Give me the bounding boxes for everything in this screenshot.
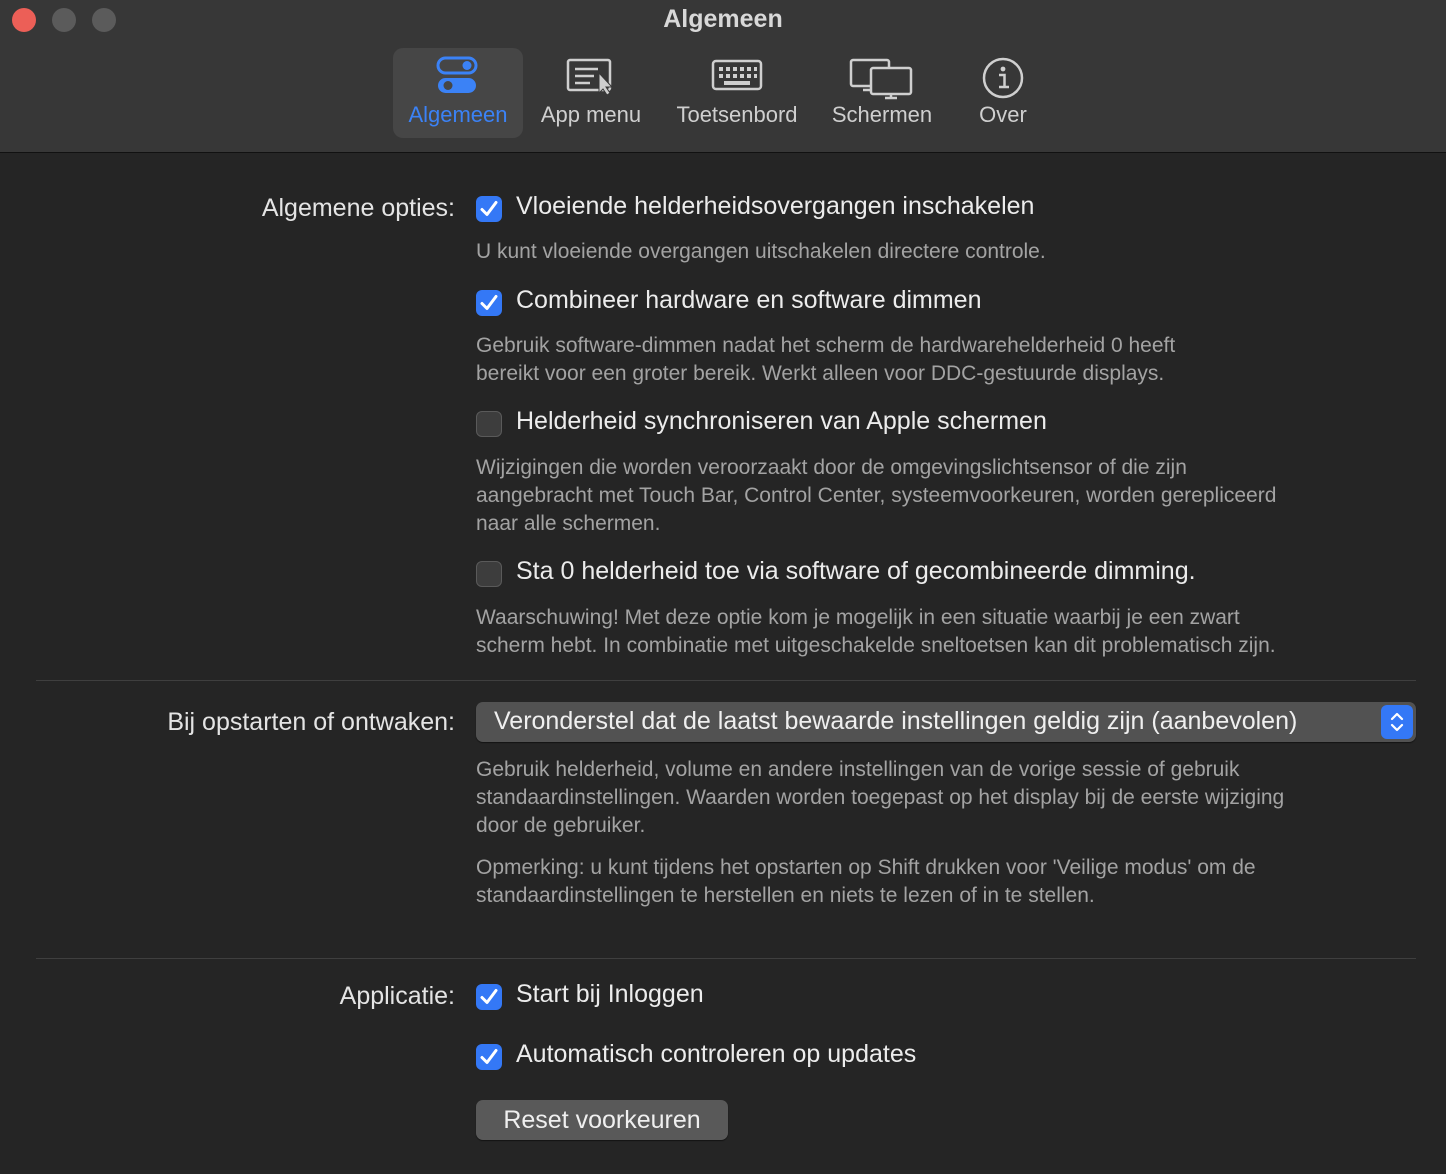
- checkbox-label: Automatisch controleren op updates: [516, 1040, 917, 1068]
- reset-preferences-button[interactable]: Reset voorkeuren: [476, 1100, 728, 1140]
- checkbox-unchecked[interactable]: [476, 561, 502, 587]
- tab-label: App menu: [540, 102, 642, 127]
- startup-label: Bij opstarten of ontwaken:: [167, 708, 455, 736]
- window-title: Algemeen: [663, 5, 783, 33]
- combine-dimming-description: Gebruik software-dimmen nadat het scherm de hardwarehelderheid 0 heeft bereikt voor een groter bereik. Werkt alleen voor DDC-gestuurde displays.: [476, 334, 1176, 385]
- preferences-tabs: [0, 48, 1446, 140]
- application-label: Applicatie:: [339, 982, 455, 1010]
- tab-algemeen[interactable]: [393, 48, 523, 138]
- tab-label: Over: [979, 102, 1027, 127]
- checkbox-label: Helderheid synchroniseren van Apple schermen: [516, 407, 1047, 435]
- tab-schermen[interactable]: [822, 48, 942, 138]
- displays-icon: [849, 56, 915, 106]
- checkbox-label: Combineer hardware en software dimmen: [516, 286, 982, 314]
- section-divider: [36, 958, 1416, 959]
- tab-toetsenbord[interactable]: [666, 48, 808, 138]
- select-value: Veronderstel dat de laatst bewaarde instellingen geldig zijn (aanbevolen): [494, 707, 1298, 735]
- checkbox-label: Sta 0 helderheid toe via software of gecombineerde dimming.: [516, 557, 1196, 585]
- checkbox-checked[interactable]: [476, 290, 502, 316]
- startup-note: Opmerking: u kunt tijdens het opstarten op Shift drukken voor 'Veilige modus' om de standaardinstellingen te herstellen en niets te lezen of in te stellen.: [476, 856, 1256, 907]
- tab-label: Toetsenbord: [676, 102, 798, 127]
- general-options-label: Algemene opties:: [261, 194, 455, 222]
- tab-app-menu[interactable]: [531, 48, 651, 138]
- checkbox-checked[interactable]: [476, 196, 502, 222]
- toolbar: [0, 0, 1446, 153]
- smooth-transitions-description: U kunt vloeiende overgangen uitschakelen directere controle.: [476, 240, 1046, 263]
- info-icon: [981, 56, 1025, 106]
- toggles-icon: [436, 56, 480, 102]
- tab-label: Schermen: [831, 102, 933, 127]
- checkbox-unchecked[interactable]: [476, 411, 502, 437]
- checkbox-label: Vloeiende helderheidsovergangen inschakelen: [516, 192, 1035, 220]
- checkbox-checked[interactable]: [476, 984, 502, 1010]
- allow-zero-brightness-description: Waarschuwing! Met deze optie kom je mogelijk in een situatie waarbij je een zwart scherm hebt. In combinatie met uitgeschakelde sneltoetsen kan dit problematisch zijn.: [476, 606, 1276, 657]
- tab-over[interactable]: [958, 48, 1048, 138]
- checkbox-checked[interactable]: [476, 1044, 502, 1070]
- menu-cursor-icon: [566, 56, 616, 102]
- section-divider: [36, 680, 1416, 681]
- tab-label: Algemeen: [408, 102, 508, 127]
- up-down-chevron-icon[interactable]: [1381, 705, 1413, 739]
- checkbox-label: Start bij Inloggen: [516, 980, 704, 1008]
- keyboard-icon: [711, 56, 763, 102]
- startup-behavior-select[interactable]: [476, 702, 1416, 742]
- startup-description: Gebruik helderheid, volume en andere instellingen van de vorige sessie of gebruik standaardinstellingen. Waarden worden toegepast op het display bij de eerste wijziging door de gebruiker.: [476, 758, 1285, 837]
- sync-apple-brightness-description: Wijzigingen die worden veroorzaakt door de omgevingslichtsensor of die zijn aangebracht met Touch Bar, Control Center, systeemvoorkeuren, worden gerepliceerd naar alle schermen.: [476, 456, 1277, 535]
